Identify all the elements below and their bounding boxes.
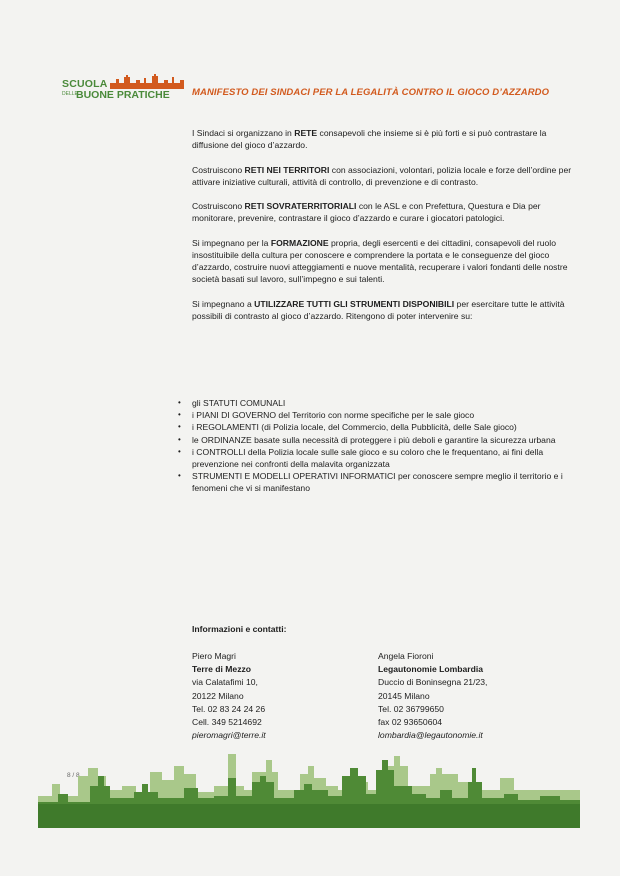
paragraph-rete: I Sindaci si organizzano in RETE consapevoli che insieme si è più forti e si può contrastare la diffusione del gioco d’azzardo. (192, 128, 547, 151)
logo-text-buone-pratiche: BUONE PRATICHE (76, 89, 170, 101)
logo-skyline-icon (110, 74, 184, 89)
paragraph-strumenti: Si impegnano a UTILIZZARE TUTTI GLI STRUMENTI DISPONIBILI per esercitare tutte le attività possibili di contrasto al gioco d’azzardo. Ritengono di poter intervenire su: (192, 298, 565, 321)
list-item: • STRUMENTI E MODELLI OPERATIVI INFORMATICI per conoscere sempre meglio il territorio e i fenomeni che vi si manifestano (178, 470, 578, 494)
contact-right (378, 650, 487, 742)
contact-tel: Tel. 02 83 24 24 26 (192, 703, 266, 714)
list-item: • i REGOLAMENTI (di Polizia locale, del Commercio, della Pubblicità, delle Sale gioco) (178, 421, 578, 433)
contact-street: Duccio di Boninsegna 21/23, (378, 677, 488, 688)
city-skyline-illustration (38, 746, 580, 828)
manifesto-body (192, 127, 572, 334)
list-item: • i PIANI DI GOVERNO del Territorio con norme specifiche per le sale gioco (178, 409, 578, 421)
contact-cell: Cell. 349 5214692 (192, 717, 262, 728)
contact-left (192, 650, 266, 742)
logo-text-delle: DELLE (62, 91, 78, 97)
contact-tel: Tel. 02 36799650 (378, 703, 444, 714)
contact-city: 20145 Milano (378, 690, 430, 701)
contact-fax: fax 02 93650604 (378, 717, 443, 728)
paragraph-reti-territori: Costruiscono RETI NEI TERRITORI con associazioni, volontari, polizia locale e forze dell’ordine per attivare iniziative culturali, attività di controllo, di prevenzione e di contrasto. (192, 164, 572, 187)
intervention-list (178, 397, 578, 495)
list-item: • gli STATUTI COMUNALI (178, 397, 578, 409)
contact-name: Angela Fioroni (378, 651, 434, 661)
paragraph-reti-sovraterritoriali: Costruiscono RETI SOVRATERRITORIALI con le ASL e con Prefettura, Questura e Dia per monitorare, prevenire, contrastare il gioco d’azzardo e curare i giocatori patologici. (192, 201, 541, 224)
contact-org: Legautonomie Lombardia (378, 664, 484, 675)
list-item: • le ORDINANZE basate sulla necessità di proteggere i più deboli e garantire la sicurezza urbana (178, 434, 578, 446)
contact-org: Terre di Mezzo (192, 664, 252, 675)
contact-email-link[interactable]: pieromagri@terre.it (192, 730, 266, 741)
contacts-title: Informazioni e contatti: (192, 624, 287, 634)
logo (62, 74, 184, 104)
contact-city: 20122 Milano (192, 690, 244, 701)
page-number: 8 / 8 (67, 772, 80, 779)
document-title: MANIFESTO DEI SINDACI PER LA LEGALITÀ CONTRO IL GIOCO D’AZZARDO (192, 87, 550, 98)
contact-street: via Calatafimi 10, (192, 677, 258, 688)
contact-email-link[interactable]: lombardia@legautonomie.it (378, 730, 483, 741)
logo-text-scuola: SCUOLA (62, 78, 108, 90)
paragraph-formazione: Si impegnano per la FORMAZIONE propria, degli esercenti e dei cittadini, consapevoli del ruolo insostituibile della cultura per conoscere e comprendere la portata e le conseguenze del gioco d’azzardo, costruire nuovi atteggiamenti e nuove mentalità, recuperare i valori fondanti delle nostre società basati sul lavoro, sull’impegno e sui talenti. (192, 237, 568, 285)
list-item: • i CONTROLLI della Polizia locale sulle sale gioco e su coloro che le frequentano, ai fini della prevenzione nei confronti della malavita organizzata (178, 446, 578, 470)
contact-name: Piero Magri (192, 651, 236, 661)
